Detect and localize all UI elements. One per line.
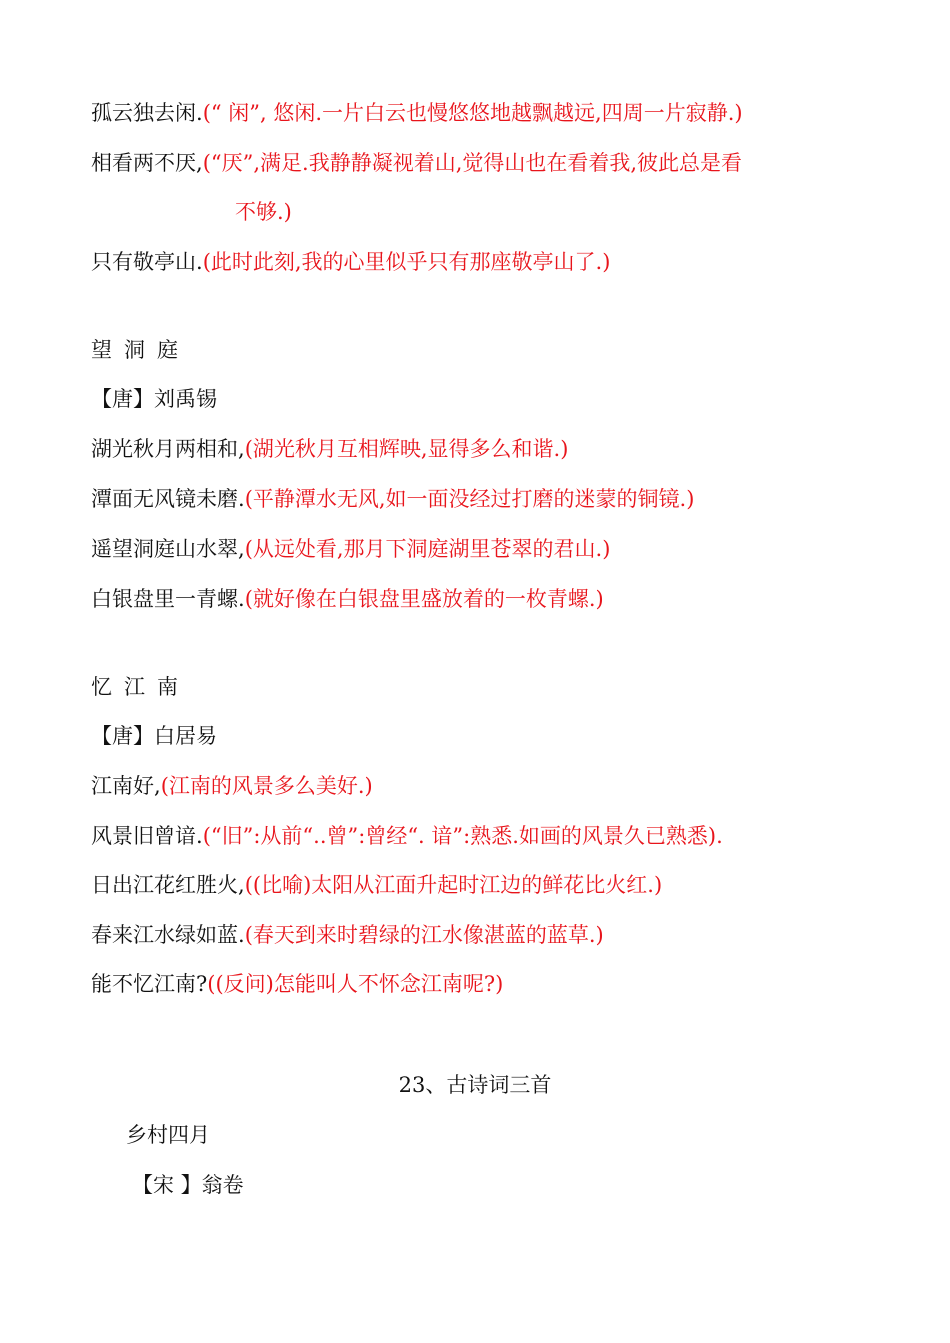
verse-text: 能不忆江南? [91, 972, 208, 996]
verse-text: 潭面无风镜未磨. [91, 487, 245, 511]
poem-line [91, 870, 662, 900]
poem-line [91, 969, 503, 999]
poem-line [91, 98, 743, 128]
poem-author: 【唐】白居易 [91, 724, 217, 748]
verse-note: (“厌”,满足.我静静凝视着山,觉得山也在看着我,彼此总是看 [202, 151, 743, 175]
verse-note: (从远处看,那月下洞庭湖里苍翠的君山.) [244, 537, 611, 561]
poem-title: 忆江南 [91, 675, 190, 699]
poem-line [91, 484, 694, 514]
poem-line [91, 584, 604, 614]
verse-text: 孤云独去闲. [91, 101, 203, 125]
verse-note: ((反问)怎能叫人不怀念江南呢?) [207, 972, 504, 996]
poem-line [91, 434, 568, 464]
verse-text: 湖光秋月两相和, [91, 437, 245, 461]
verse-note: (“旧”:从前“..曾”:曾经“. 谙”:熟悉.如画的风景久已熟悉). [202, 824, 723, 848]
verse-note: (此时此刻,我的心里似乎只有那座敬亭山了.) [202, 250, 611, 274]
verse-text: 日出江花红胜火, [91, 873, 245, 897]
verse-note: (江南的风景多么美好.) [160, 774, 373, 798]
verse-text: 江南好, [91, 774, 161, 798]
verse-note: (平静潭水无风,如一面没经过打磨的迷蒙的铜镜.) [244, 487, 695, 511]
poem-title: 望洞庭 [91, 338, 190, 362]
verse-note: (“ 闲”, 悠闲.一片白云也慢悠悠地越飘越远,四周一片寂静.) [202, 101, 743, 125]
poem-line [91, 534, 610, 564]
poem-line [91, 148, 742, 178]
verse-text: 春来江水绿如蓝. [91, 923, 245, 947]
verse-text: 风景旧曾谙. [91, 824, 203, 848]
poem-line [91, 771, 373, 801]
verse-note: (就好像在白银盘里盛放着的一枚青螺.) [244, 587, 604, 611]
verse-text: 相看两不厌, [91, 151, 203, 175]
poem-author: 【唐】刘禹锡 [91, 387, 217, 411]
verse-note-continuation: 不够.) [235, 200, 292, 224]
poem-line [91, 821, 723, 851]
verse-note: (湖光秋月互相辉映,显得多么和谐.) [244, 437, 569, 461]
section-heading: 23、古诗词三首 [398, 1073, 552, 1097]
poem-title: 乡村四月 [126, 1123, 210, 1147]
poem-author: 【宋 】翁卷 [132, 1173, 244, 1197]
verse-text: 只有敬亭山. [91, 250, 203, 274]
verse-note: ((比喻)太阳从江面升起时江边的鲜花比火红.) [244, 873, 663, 897]
verse-text: 白银盘里一青螺. [91, 587, 245, 611]
poem-line [91, 247, 610, 277]
verse-text: 遥望洞庭山水翠, [91, 537, 245, 561]
verse-note: (春天到来时碧绿的江水像湛蓝的蓝草.) [244, 923, 604, 947]
poem-line [91, 920, 604, 950]
